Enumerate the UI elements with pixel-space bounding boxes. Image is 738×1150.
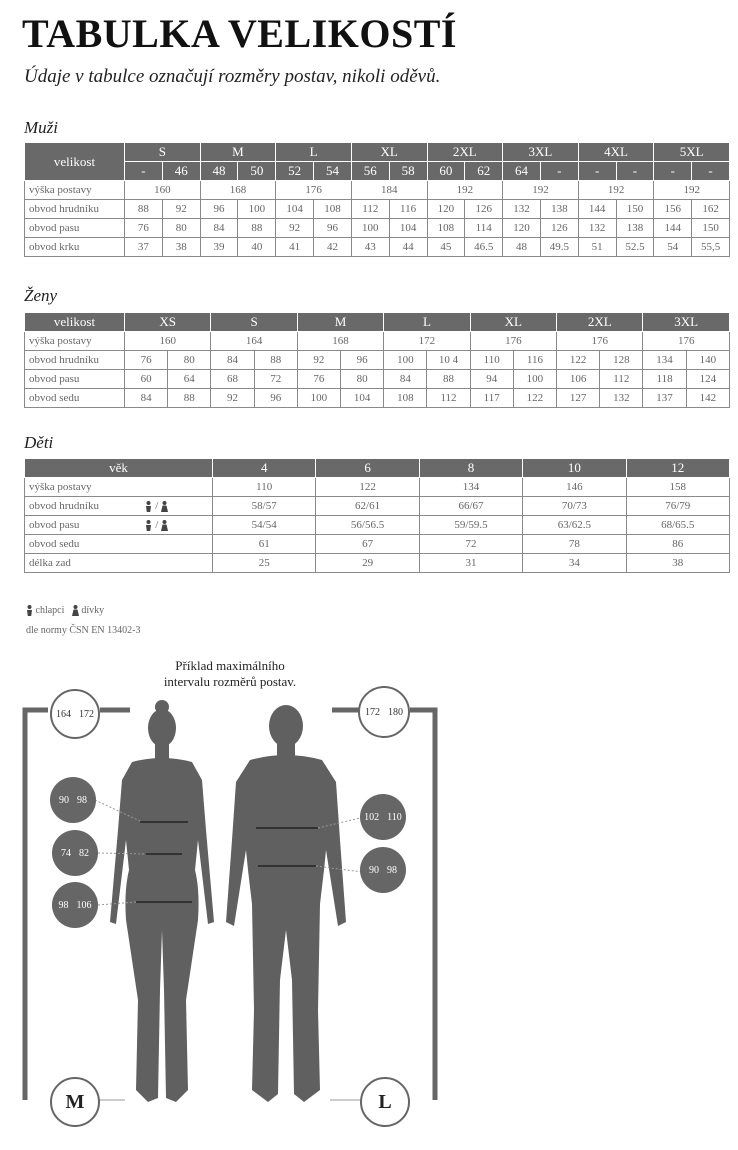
table-cell: 72 [254,370,297,389]
table-cell: 150 [616,200,654,219]
row-label-text: obvod pasu [29,519,80,531]
size-header: 3XL [643,313,730,332]
table-cell: 150 [692,219,730,238]
legend [26,605,104,616]
size-header: 3XL [503,143,579,162]
table-cell: 122 [316,478,419,497]
example-caption [120,658,340,690]
eu-size-cell: - [125,162,163,181]
eu-size-cell: 62 [465,162,503,181]
women-heading: Ženy [24,286,58,305]
table-cell: 172 [384,332,470,351]
slash-separator: / [155,519,159,531]
table-cell: 104 [276,200,314,219]
row-label: výška postavy [25,181,125,200]
table-cell: 176 [557,332,643,351]
row-label: obvod pasu [25,219,125,238]
legend-girls: dívky [81,605,105,616]
table-cell: 64 [168,370,211,389]
table-cell: 192 [503,181,579,200]
table-cell: 39 [200,238,238,257]
table-cell: 67 [316,535,419,554]
table-cell: 96 [341,351,384,370]
table-row [25,370,730,389]
table-cell: 88 [254,351,297,370]
row-label-text: délka zad [29,557,71,569]
eu-size-cell: - [692,162,730,181]
table-cell: 132 [503,200,541,219]
table-cell: 132 [578,219,616,238]
table-cell: 168 [297,332,383,351]
table-cell: 76 [297,370,340,389]
table-cell: 164 [211,332,297,351]
table-cell: 54 [654,238,692,257]
table-cell: 49.5 [540,238,578,257]
female-chest-circle: 90 98 [50,777,96,823]
table-cell: 110 [213,478,316,497]
table-cell: 88 [125,200,163,219]
table-cell: 138 [616,219,654,238]
female-waist-circle: 74 82 [52,830,98,876]
table-cell: 96 [200,200,238,219]
table-cell: 38 [162,238,200,257]
size-header: XS [125,313,211,332]
table-cell: 68/65.5 [626,516,729,535]
age-header: 4 [213,459,316,478]
table-cell: 104 [389,219,427,238]
men-size-table [24,142,730,257]
table-cell: 122 [513,389,556,408]
table-row [25,497,730,516]
table-cell: 100 [384,351,427,370]
boy-icon [145,520,152,531]
eu-size-cell: 46 [162,162,200,181]
eu-size-cell: 58 [389,162,427,181]
table-cell: 76 [125,351,168,370]
row-label-text: výška postavy [29,481,92,493]
table-cell: 108 [384,389,427,408]
table-cell: 112 [351,200,389,219]
female-hips-circle: 98 106 [52,882,98,928]
table-cell: 92 [162,200,200,219]
age-header: 6 [316,459,419,478]
female-height-circle: 164 172 [50,689,100,739]
table-cell: 100 [513,370,556,389]
eu-size-cell: 48 [200,162,238,181]
table-cell: 84 [200,219,238,238]
table-row [25,238,730,257]
page-subtitle: Údaje v tabulce označují rozměry postav, nikoli oděvů. [24,66,441,87]
row-label: obvod hrudníku [25,200,125,219]
table-cell: 80 [162,219,200,238]
table-cell: 134 [419,478,522,497]
table-cell: 124 [686,370,729,389]
row-label [25,554,213,573]
table-cell: 122 [557,351,600,370]
row-label: obvod hrudníku [25,351,125,370]
row-label: výška postavy [25,332,125,351]
slash-separator: / [155,500,159,512]
table-cell: 92 [211,389,254,408]
size-header: XL [351,143,427,162]
table-cell: 51 [578,238,616,257]
size-header: S [211,313,297,332]
eu-size-cell: - [578,162,616,181]
table-cell: 25 [213,554,316,573]
table-cell: 86 [626,535,729,554]
table-cell: 88 [238,219,276,238]
table-cell: 70/73 [523,497,626,516]
legend-norm: dle normy ČSN EN 13402-3 [26,625,141,636]
table-cell: 176 [643,332,730,351]
table-cell: 120 [503,219,541,238]
table-cell: 132 [600,389,643,408]
table-cell: 128 [600,351,643,370]
table-cell: 56/56.5 [316,516,419,535]
table-cell: 106 [557,370,600,389]
age-header: 12 [626,459,729,478]
eu-size-cell: 60 [427,162,465,181]
male-waist-circle: 90 98 [360,847,406,893]
size-header: L [384,313,470,332]
size-header: XL [470,313,556,332]
table-cell: 44 [389,238,427,257]
table-cell: 29 [316,554,419,573]
eu-size-cell: - [616,162,654,181]
table-cell: 192 [654,181,730,200]
table-cell: 45 [427,238,465,257]
table-cell: 37 [125,238,163,257]
table-cell: 92 [276,219,314,238]
size-header: M [200,143,276,162]
table-row [25,219,730,238]
legend-boys: chlapci [35,605,65,616]
table-cell: 156 [654,200,692,219]
table-cell: 62/61 [316,497,419,516]
table-row [25,181,730,200]
table-cell: 66/67 [419,497,522,516]
table-cell: 31 [419,554,522,573]
table-cell: 58/57 [213,497,316,516]
eu-size-cell: - [654,162,692,181]
table-cell: 134 [643,351,686,370]
male-size-circle: L [360,1077,410,1127]
table-cell: 80 [341,370,384,389]
age-header: 10 [523,459,626,478]
table-row [25,516,730,535]
gender-icons [145,519,168,531]
table-cell: 144 [578,200,616,219]
table-cell: 84 [384,370,427,389]
table-cell: 116 [389,200,427,219]
table-cell: 158 [626,478,729,497]
table-cell: 41 [276,238,314,257]
size-header: 5XL [654,143,730,162]
table-cell: 78 [523,535,626,554]
men-heading: Muži [24,118,58,137]
eu-size-cell: 52 [276,162,314,181]
table-cell: 61 [213,535,316,554]
row-label [25,497,213,516]
gender-icons [145,500,168,512]
table-row [25,332,730,351]
table-cell: 192 [578,181,654,200]
table-row [25,200,730,219]
table-cell: 38 [626,554,729,573]
table-cell: 46.5 [465,238,503,257]
boy-icon [26,605,33,616]
table-cell: 48 [503,238,541,257]
table-cell: 60 [125,370,168,389]
table-cell: 55,5 [692,238,730,257]
example-caption-line1: Příklad maximálního [175,658,285,673]
table-cell: 160 [125,332,211,351]
row-label: obvod sedu [25,389,125,408]
male-figure [226,705,346,1102]
table-cell: 126 [540,219,578,238]
table-cell: 138 [540,200,578,219]
kids-header-row [25,459,730,478]
table-cell: 118 [643,370,686,389]
girl-icon [161,501,168,512]
male-height-circle: 172 180 [358,686,410,738]
age-header: 8 [419,459,522,478]
table-cell: 63/62.5 [523,516,626,535]
male-chest-circle: 102 110 [360,794,406,840]
table-cell: 110 [470,351,513,370]
kids-size-table [24,458,730,573]
table-cell: 100 [238,200,276,219]
size-header: 4XL [578,143,654,162]
size-label: velikost [25,313,125,332]
table-row [25,554,730,573]
women-header-row [25,313,730,332]
eu-size-cell: 56 [351,162,389,181]
size-header: M [297,313,383,332]
table-cell: 43 [351,238,389,257]
table-cell: 117 [470,389,513,408]
girl-icon [72,605,79,616]
table-cell: 42 [314,238,352,257]
eu-size-cell: 54 [314,162,352,181]
girl-icon [161,520,168,531]
table-row [25,478,730,497]
row-label: obvod pasu [25,370,125,389]
size-header: S [125,143,201,162]
female-figure [110,700,214,1102]
table-cell: 168 [200,181,276,200]
table-cell: 34 [523,554,626,573]
table-cell: 120 [427,200,465,219]
table-cell: 127 [557,389,600,408]
eu-size-cell: 50 [238,162,276,181]
table-cell: 137 [643,389,686,408]
row-label-text: obvod sedu [29,538,80,550]
table-cell: 116 [513,351,556,370]
size-header: 2XL [557,313,643,332]
table-cell: 76 [125,219,163,238]
table-cell: 160 [125,181,201,200]
female-size-circle: M [50,1077,100,1127]
table-cell: 40 [238,238,276,257]
table-cell: 52.5 [616,238,654,257]
table-cell: 112 [600,370,643,389]
table-cell: 92 [297,351,340,370]
table-cell: 184 [351,181,427,200]
table-cell: 104 [341,389,384,408]
table-cell: 144 [654,219,692,238]
size-label: velikost [25,143,125,181]
table-cell: 100 [297,389,340,408]
table-cell: 142 [686,389,729,408]
table-cell: 100 [351,219,389,238]
table-cell: 88 [427,370,470,389]
table-cell: 114 [465,219,503,238]
table-cell: 54/54 [213,516,316,535]
eu-size-cell: 64 [503,162,541,181]
men-header-row [25,143,730,162]
table-cell: 76/79 [626,497,729,516]
table-cell: 126 [465,200,503,219]
size-header: 2XL [427,143,503,162]
table-cell: 84 [125,389,168,408]
table-cell: 108 [427,219,465,238]
age-label: věk [25,459,213,478]
table-cell: 72 [419,535,522,554]
table-cell: 59/59.5 [419,516,522,535]
table-cell: 176 [470,332,556,351]
row-label-text: obvod hrudníku [29,500,99,512]
table-cell: 146 [523,478,626,497]
men-eu-row [25,162,730,181]
women-size-table [24,312,730,408]
page-title: TABULKA VELIKOSTÍ [22,11,457,56]
table-cell: 68 [211,370,254,389]
eu-size-cell: - [540,162,578,181]
row-label [25,535,213,554]
table-cell: 108 [314,200,352,219]
table-cell: 176 [276,181,352,200]
table-cell: 96 [314,219,352,238]
table-cell: 192 [427,181,503,200]
table-cell: 140 [686,351,729,370]
table-cell: 162 [692,200,730,219]
kids-heading: Děti [24,433,54,452]
table-row [25,389,730,408]
table-cell: 84 [211,351,254,370]
example-caption-line2: intervalu rozměrů postav. [163,674,297,689]
table-cell: 80 [168,351,211,370]
table-cell: 88 [168,389,211,408]
table-row [25,351,730,370]
row-label: obvod krku [25,238,125,257]
table-row [25,535,730,554]
table-cell: 10 4 [427,351,470,370]
table-cell: 94 [470,370,513,389]
size-header: L [276,143,352,162]
boy-icon [145,501,152,512]
row-label [25,478,213,497]
table-cell: 96 [254,389,297,408]
table-cell: 112 [427,389,470,408]
row-label [25,516,213,535]
